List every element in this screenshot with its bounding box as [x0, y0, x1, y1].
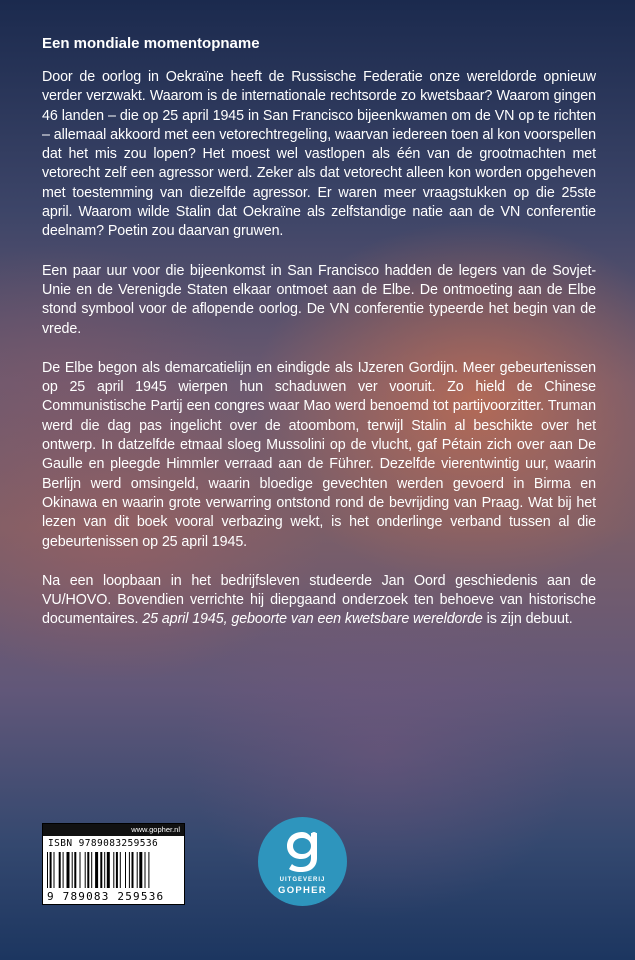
paragraph-1: Door de oorlog in Oekraïne heeft de Russische Federatie onze wereldorde opnieuw verder verzwakt. Waarom is de internationale rechtsorde zo kwetsbaar? Waarom gingen 46 landen – die op 25 april 1945 in San Francisco bijeenkwamen om de VN op te richten – allemaal akkoord met een vetorechtregeling, waarvan iedereen toen al kon voorspellen dat het mis zou lopen? Het moest wel vastlopen als één van de grootmachten met vetorecht zelf een agressor werd. Zeker als dat vetorecht alleen kon worden opgeheven met toestemming van diezelfde agressor. Er waren meer vraagstukken op die 25ste april. Waarom wilde Stalin dat Oekraïne als zelfstandige natie aan de VN conferentie deelnam? Poetin zou daarvan gruwen. [42, 69, 596, 240]
barcode-stripe [50, 852, 52, 888]
barcode-stripe [104, 852, 105, 888]
logo-line-2: GOPHER [278, 885, 327, 896]
paragraph-3: De Elbe begon als demarcatielijn en eindigde als IJzeren Gordijn. Meer gebeurtenissen op 25 april 1945 wierpen hun schaduwen ver vooruit. Zo hield de Chinese Communistische Partij een congres waar Mao werd benoemd tot partijvoorzitter. Truman werd die dag pas ingelicht over de atoombom, terwijl Stalin al beschikte over het ontwerp. In datzelfde etmaal sloeg Mussolini op de vlucht, gaf Pétain zich over aan De Gaulle en pleegde Himmler verraad aan de Führer. Dezelfde vierentwintig uur, waarin Berlijn werd omsingeld, waarin bloedige gevechten werden gevoerd in Birma en Okinawa en waarin grote verwarring ontstond rond de bevrijding van Praag. Wat bij het lezen van dit boek vooral verbazing wekt, is het onderlinge verband tussen al die gebeurtenissen op 25 april 1945. [42, 359, 596, 550]
barcode-stripe [125, 852, 126, 888]
barcode-stripe [145, 852, 146, 888]
barcode-stripe [47, 852, 48, 888]
barcode-stripe [63, 852, 64, 888]
barcode-stripe [148, 852, 149, 888]
isbn-label: ISBN 9789083259536 [48, 838, 159, 849]
barcode-stripe [87, 852, 89, 888]
barcode-stripe [85, 852, 86, 888]
barcode-bars [47, 852, 181, 888]
logo-line-1: UITGEVERIJ [279, 877, 326, 883]
g-letter-icon [284, 829, 320, 873]
publisher-logo [258, 817, 347, 906]
barcode-stripe [100, 852, 102, 888]
paragraph-2: Een paar uur voor die bijeenkomst in San Francisco hadden de legers van de Sovjet-Unie en de Verenigde Staten elkaar ontmoet aan de Elbe. De ontmoeting aan de Elbe stond symbool voor de aflopende oorlog. De VN conferentie typeerde het begin van de vrede. [42, 262, 596, 337]
barcode-stripe [67, 852, 70, 888]
barcode-stripe [116, 852, 118, 888]
barcode-stripe [120, 852, 121, 888]
blurb-heading: Een mondiale momentopname [42, 35, 260, 52]
barcode-stripe [107, 852, 110, 888]
barcode-stripe [54, 852, 55, 888]
barcode-stripe [113, 852, 114, 888]
author-bio-text: Na een loopbaan in het bedrijfsleven studeerde Jan Oord geschiedenis aan de VU/HOVO. Bovendien verrichte hij diepgaand onderzoek ten behoeve van historische documentaires. [42, 572, 596, 628]
barcode-stripe [139, 852, 142, 888]
book-title: 25 april 1945, geboorte van een kwetsbare wereldorde [142, 611, 483, 628]
author-bio-end: is zijn debuut. [482, 611, 573, 628]
barcode-stripe [72, 852, 73, 888]
barcode-box [42, 823, 185, 905]
author-bio [42, 572, 596, 630]
back-cover-text [42, 34, 596, 650]
publisher-url: www.gopher.nl [43, 824, 184, 836]
barcode-stripe [91, 852, 92, 888]
barcode-stripe [137, 852, 138, 888]
barcode-stripe [59, 852, 61, 888]
barcode-stripe [95, 852, 98, 888]
barcode-digits: 9 789083 259536 [47, 890, 165, 903]
barcode-stripe [129, 852, 130, 888]
barcode-stripe [80, 852, 81, 888]
barcode-stripe [132, 852, 134, 888]
barcode-stripe [74, 852, 76, 888]
